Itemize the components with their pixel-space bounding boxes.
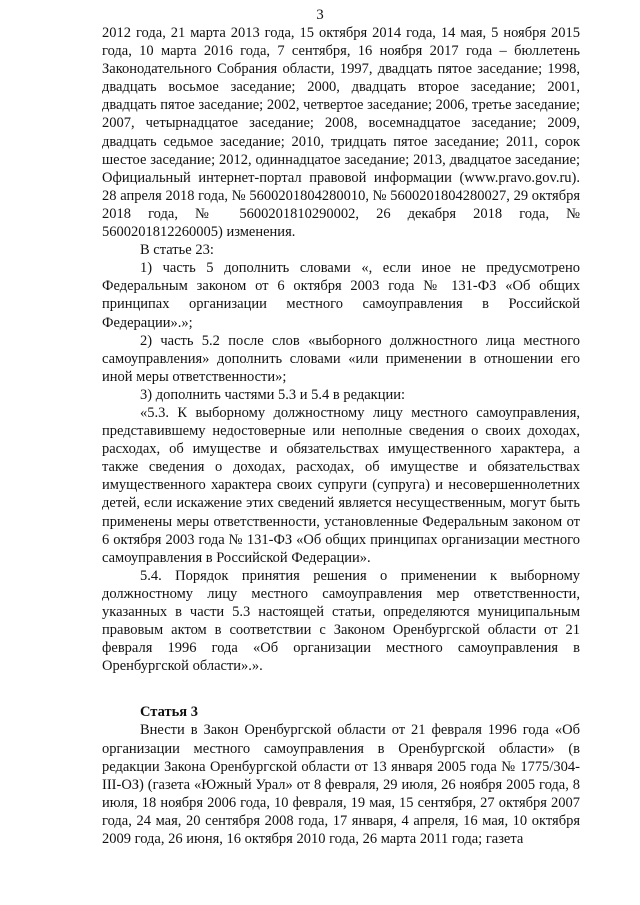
- section-spacer: [102, 675, 580, 703]
- page-number: 3: [316, 7, 324, 23]
- paragraph-part-5-3: «5.3. К выборному должностному лицу местного самоуправления, представившему недостоверные или неполные сведения о своих доходах, расходах, об имуществе и обязательствах имущественного характера, а также сведения о доходах, расходах, об имуществе и обязательствах имущественного характера своих супруги (супруга) и несовершеннолетних детей, если искажение этих сведений является несущественным, могут быть применены меры ответственности, установленные Федеральным законом от 6 октября 2003 года № 131-ФЗ «Об общих принципах организации местного самоуправления в Российской Федерации».: [102, 404, 580, 566]
- paragraph-item-1: 1) часть 5 дополнить словами «, если иное не предусмотрено Федеральным законом от 6 октября 2003 года № 131-ФЗ «Об общих принципах организации местного самоуправления в Российской Федерации».»;: [102, 260, 580, 331]
- paragraph-amendment-sources: 2012 года, 21 марта 2013 года, 15 октября 2014 года, 14 мая, 5 ноября 2015 года, 10 марта 2016 года, 7 сентября, 16 ноября 2017 года – бюллетень Законодательного Собрания области, 1997, двадцать пятое заседание; 1998, двадцать восьмое заседание; 2000, двадцать второе заседание; 2001, двадцать пятое заседание; 2002, четвертое заседание; 2006, третье заседание; 2007, четырнадцатое заседание; 2008, восемнадцатое заседание; 2009, двадцать седьмое заседание; 2010, тридцать пятое заседание; 2011, сорок шестое заседание; 2012, одиннадцатое заседание; 2013, двадцатое заседание; Официальный интернет-портал правовой информации (www.pravo.gov.ru). 28 апреля 2018 года, № 5600201804280010, № 5600201804280027, 29 октября 2018 года, № 5600201810290002, 26 декабря 2018 года, № 5600201812260005) изменения.: [102, 25, 580, 241]
- paragraph-part-5-4: 5.4. Порядок принятия решения о применении к выборному должностному лицу местного самоуправления мер ответственности, указанных в части 5.3 настоящей статьи, определяются муниципальным правовым актом в соответствии с Законом Оренбургской области от 21 февраля 1996 года «Об организации местного самоуправления в Оренбургской области».».: [102, 567, 580, 675]
- paragraph-item-3: 3) дополнить частями 5.3 и 5.4 в редакции:: [140, 386, 406, 403]
- paragraph-article-23-intro: В статье 23:: [140, 242, 214, 259]
- paragraph-article-3-body: Внести в Закон Оренбургской области от 21 февраля 1996 года «Об организации местного самоуправления в Оренбургской области» (в редакции Закона Оренбургской области от 13 января 2005 года № 1775/304-III-ОЗ) (газета «Южный Урал» от 8 февраля, 29 июля, 26 ноября 2005 года, 8 июля, 18 ноября 2006 года, 10 февраля, 19 мая, 15 сентября, 27 октября 2007 года, 24 мая, 20 сентября 2008 года, 17 января, 4 апреля, 16 мая, 10 октября 2009 года, 26 июня, 16 октября 2010 года, 26 марта 2011 года; газета: [102, 722, 580, 848]
- document-body: [102, 24, 580, 848]
- paragraph-item-2: 2) часть 5.2 после слов «выборного должностного лица местного самоуправления» дополнить словами «или применении в отношении его иной меры ответственности»;: [102, 332, 580, 385]
- article-3-heading: Статья 3: [140, 704, 198, 721]
